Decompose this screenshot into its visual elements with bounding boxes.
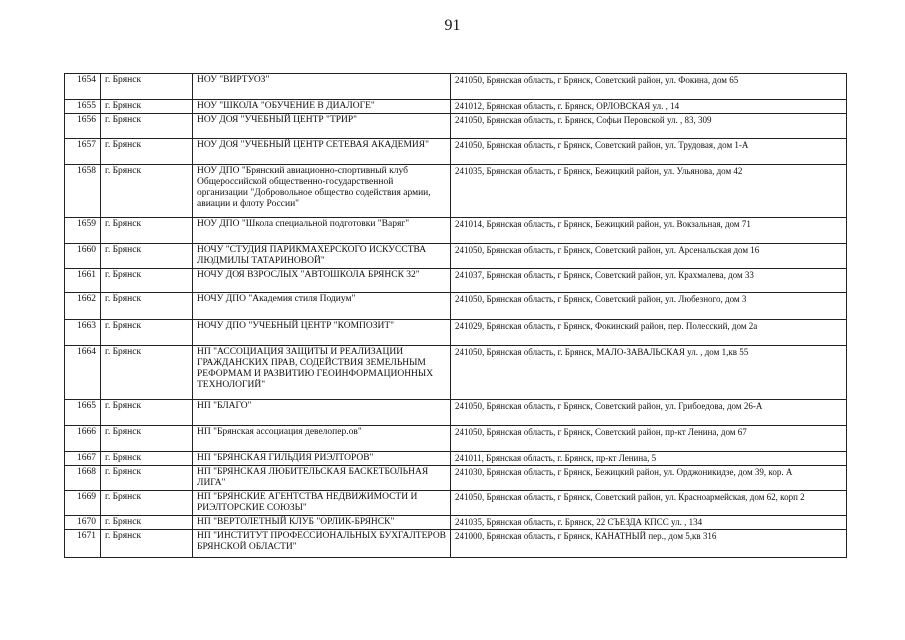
row-address: 241035, Брянская область, г. Брянск, 22 СЪЕЗДА КПСС ул. , 134 [451,516,847,530]
row-address: 241030, Брянская область, г Брянск, Бежицкий район, ул. Орджоникидзе, дом 39, кор. А [451,466,847,491]
row-organization: НОЧУ ДПО "УЧЕБНЫЙ ЦЕНТР "КОМПОЗИТ" [193,320,451,346]
row-number: 1663 [65,320,101,346]
row-city: г. Брянск [101,516,193,530]
row-address: 241050, Брянская область, г Брянск, Советский район, ул. Грибоедова, дом 26-А [451,400,847,426]
registry-body [65,74,847,558]
row-city: г. Брянск [101,139,193,165]
table-row [65,452,847,466]
row-organization: НП "Брянская ассоциация девелопер.ов" [193,426,451,452]
row-address: 241035, Брянская область, г Брянск, Бежицкий район, ул. Ульянова, дом 42 [451,165,847,218]
row-city: г. Брянск [101,165,193,218]
table-row [65,516,847,530]
row-organization: НОЧУ ДОЯ ВЗРОСЛЫХ "АВТОШКОЛА БРЯНСК 32" [193,269,451,293]
row-city: г. Брянск [101,320,193,346]
row-organization: НОУ "ШКОЛА "ОБУЧЕНИЕ В ДИАЛОГЕ" [193,100,451,114]
table-row [65,74,847,100]
row-city: г. Брянск [101,530,193,558]
table-row [65,466,847,491]
row-address: 241050, Брянская область, г Брянск, Советский район, ул. Фокина, дом 65 [451,74,847,100]
row-organization: НП "ВЕРТОЛЕТНЫЙ КЛУБ "ОРЛИК-БРЯНСК" [193,516,451,530]
row-number: 1662 [65,293,101,320]
row-organization: НОУ ДОЯ "УЧЕБНЫЙ ЦЕНТР СЕТЕВАЯ АКАДЕМИЯ" [193,139,451,165]
row-number: 1660 [65,244,101,269]
registry-table [64,73,847,558]
row-address: 241014, Брянская область, г Брянск, Бежицкий район, ул. Вокзальная, дом 71 [451,218,847,244]
row-organization: НОЧУ ДПО "Академия стиля Подиум" [193,293,451,320]
row-city: г. Брянск [101,426,193,452]
row-address: 241050, Брянская область, г Брянск, Советский район, ул. Трудовая, дом 1-А [451,139,847,165]
page-number: 91 [444,17,461,34]
row-address: 241050, Брянская область, г Брянск, Советский район, ул. Любезного, дом 3 [451,293,847,320]
row-number: 1666 [65,426,101,452]
row-city: г. Брянск [101,346,193,400]
row-city: г. Брянск [101,100,193,114]
row-organization: НП "БЛАГО" [193,400,451,426]
table-row [65,320,847,346]
table-row [65,218,847,244]
row-organization: НОУ ДПО "Школа специальной подготовки "Варяг" [193,218,451,244]
row-number: 1658 [65,165,101,218]
row-city: г. Брянск [101,466,193,491]
row-number: 1657 [65,139,101,165]
row-address: 241050, Брянская область, г Брянск, Советский район, ул. Красноармейская, дом 62, корп 2 [451,491,847,516]
row-organization: НОУ ДОЯ "УЧЕБНЫЙ ЦЕНТР "ТРИР" [193,114,451,139]
row-city: г. Брянск [101,293,193,320]
table-row [65,244,847,269]
row-organization: НП "БРЯНСКАЯ ГИЛЬДИЯ РИЭЛТОРОВ" [193,452,451,466]
row-number: 1659 [65,218,101,244]
row-city: г. Брянск [101,269,193,293]
row-organization: НП "БРЯНСКАЯ ЛЮБИТЕЛЬСКАЯ БАСКЕТБОЛЬНАЯ ЛИГА" [193,466,451,491]
row-address: 241011, Брянская область, г. Брянск, пр-кт Ленина, 5 [451,452,847,466]
table-row [65,426,847,452]
row-city: г. Брянск [101,452,193,466]
row-number: 1669 [65,491,101,516]
table-row [65,269,847,293]
row-address: 241050, Брянская область, г Брянск, Советский район, пр-кт Ленина, дом 67 [451,426,847,452]
table-row [65,114,847,139]
row-number: 1664 [65,346,101,400]
row-city: г. Брянск [101,218,193,244]
row-number: 1671 [65,530,101,558]
row-city: г. Брянск [101,400,193,426]
row-organization: НОЧУ "СТУДИЯ ПАРИКМАХЕРСКОГО ИСКУССТВА ЛЮДМИЛЫ ТАТАРИНОВОЙ" [193,244,451,269]
row-address: 241037, Брянская область, г Брянск, Советский район, ул. Крахмалева, дом 33 [451,269,847,293]
row-address: 241050, Брянская область, г. Брянск, МАЛО-ЗАВАЛЬСКАЯ ул. , дом 1,кв 55 [451,346,847,400]
table-row [65,491,847,516]
table-row [65,293,847,320]
table-row [65,346,847,400]
row-number: 1668 [65,466,101,491]
table-row [65,139,847,165]
row-organization: НОУ ДПО "Брянский авиационно-спортивный клуб Общероссийской общественно-государственной организации "Добровольное общество содействия армии, авиации и флоту России" [193,165,451,218]
row-organization: НП "ИНСТИТУТ ПРОФЕССИОНАЛЬНЫХ БУХГАЛТЕРОВ БРЯНСКОЙ ОБЛАСТИ" [193,530,451,558]
table-row [65,100,847,114]
row-address: 241000, Брянская область, г Брянск, КАНАТНЫЙ пер., дом 5,кв 316 [451,530,847,558]
row-number: 1654 [65,74,101,100]
row-number: 1655 [65,100,101,114]
row-number: 1665 [65,400,101,426]
table-row [65,165,847,218]
row-city: г. Брянск [101,114,193,139]
row-organization: НП "БРЯНСКИЕ АГЕНТСТВА НЕДВИЖИМОСТИ И РИЭЛТОРСКИЕ СОЮЗЫ" [193,491,451,516]
row-address: 241012, Брянская область, г. Брянск, ОРЛОВСКАЯ ул. , 14 [451,100,847,114]
row-number: 1656 [65,114,101,139]
row-organization: НП "АССОЦИАЦИЯ ЗАЩИТЫ И РЕАЛИЗАЦИИ ГРАЖДАНСКИХ ПРАВ, СОДЕЙСТВИЯ ЗЕМЕЛЬНЫМ РЕФОРМАМ И РАЗВИТИЮ ГЕОИНФОРМАЦИОННЫХ ТЕХНОЛОГИЙ" [193,346,451,400]
row-city: г. Брянск [101,244,193,269]
table-row [65,530,847,558]
row-address: 241029, Брянская область, г Брянск, Фокинский район, пер. Полесский, дом 2а [451,320,847,346]
row-number: 1661 [65,269,101,293]
row-city: г. Брянск [101,74,193,100]
row-address: 241050, Брянская область, г Брянск, Советский район, ул. Арсенальская дом 16 [451,244,847,269]
table-row [65,400,847,426]
row-number: 1670 [65,516,101,530]
row-city: г. Брянск [101,491,193,516]
row-address: 241050, Брянская область, г. Брянск, Софьи Перовской ул. , 83, 309 [451,114,847,139]
row-organization: НОУ "ВИРТУОЗ" [193,74,451,100]
row-number: 1667 [65,452,101,466]
